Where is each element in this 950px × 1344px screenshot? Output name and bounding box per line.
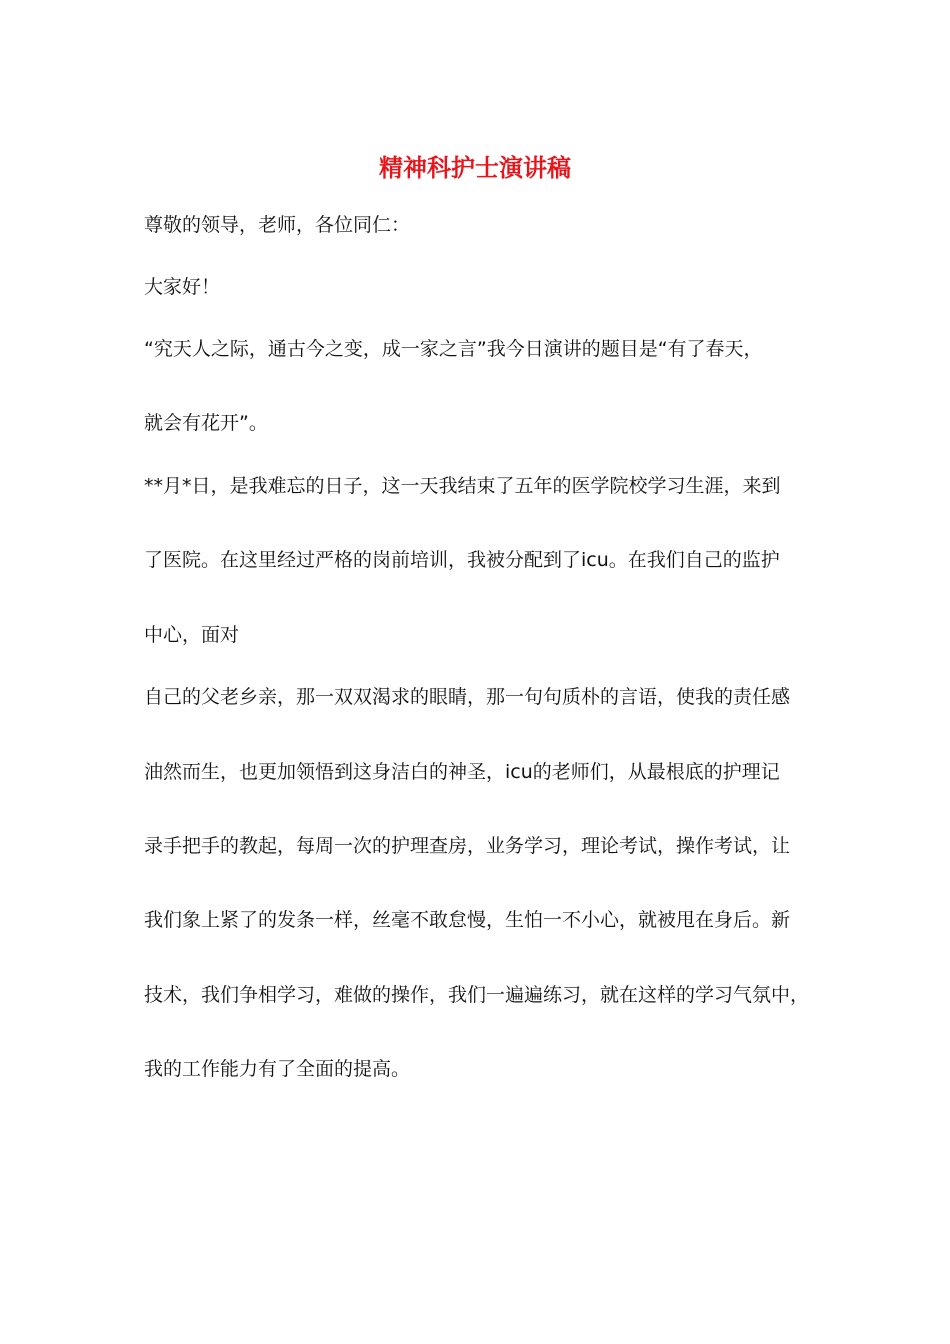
body-line: 就会有花开”。 (144, 412, 268, 434)
body-line: 油然而生，也更加领悟到这身洁白的神圣，icu的老师们，从最根底的护理记 (144, 761, 780, 783)
body-line: “究天人之际，通古今之变，成一家之言”我今日演讲的题目是“有了春天， (144, 338, 763, 360)
body-line: 我们象上紧了的发条一样，丝毫不敢怠慢，生怕一不小心，就被甩在身后。新 (144, 909, 791, 931)
body-line: 技术，我们争相学习，难做的操作，我们一遍遍练习，就在这样的学习气氛中， (144, 984, 810, 1006)
document-title: 精神科护士演讲稿 (379, 153, 571, 182)
salutation-line: 尊敬的领导，老师，各位同仁： (144, 214, 411, 236)
body-line: 中心，面对 (144, 624, 240, 646)
body-line: 录手把手的教起，每周一次的护理查房，业务学习，理论考试，操作考试，让 (144, 835, 791, 857)
body-line: **月*日，是我难忘的日子，这一天我结束了五年的医学院校学习生涯，来到 (144, 475, 781, 497)
body-line: 我的工作能力有了全面的提高。 (144, 1058, 411, 1080)
body-line: 自己的父老乡亲，那一双双渴求的眼睛，那一句句质朴的言语，使我的责任感 (144, 686, 791, 708)
body-line: 了医院。在这里经过严格的岗前培训，我被分配到了icu。在我们自己的监护 (144, 549, 780, 571)
greeting-line: 大家好！ (144, 276, 221, 298)
